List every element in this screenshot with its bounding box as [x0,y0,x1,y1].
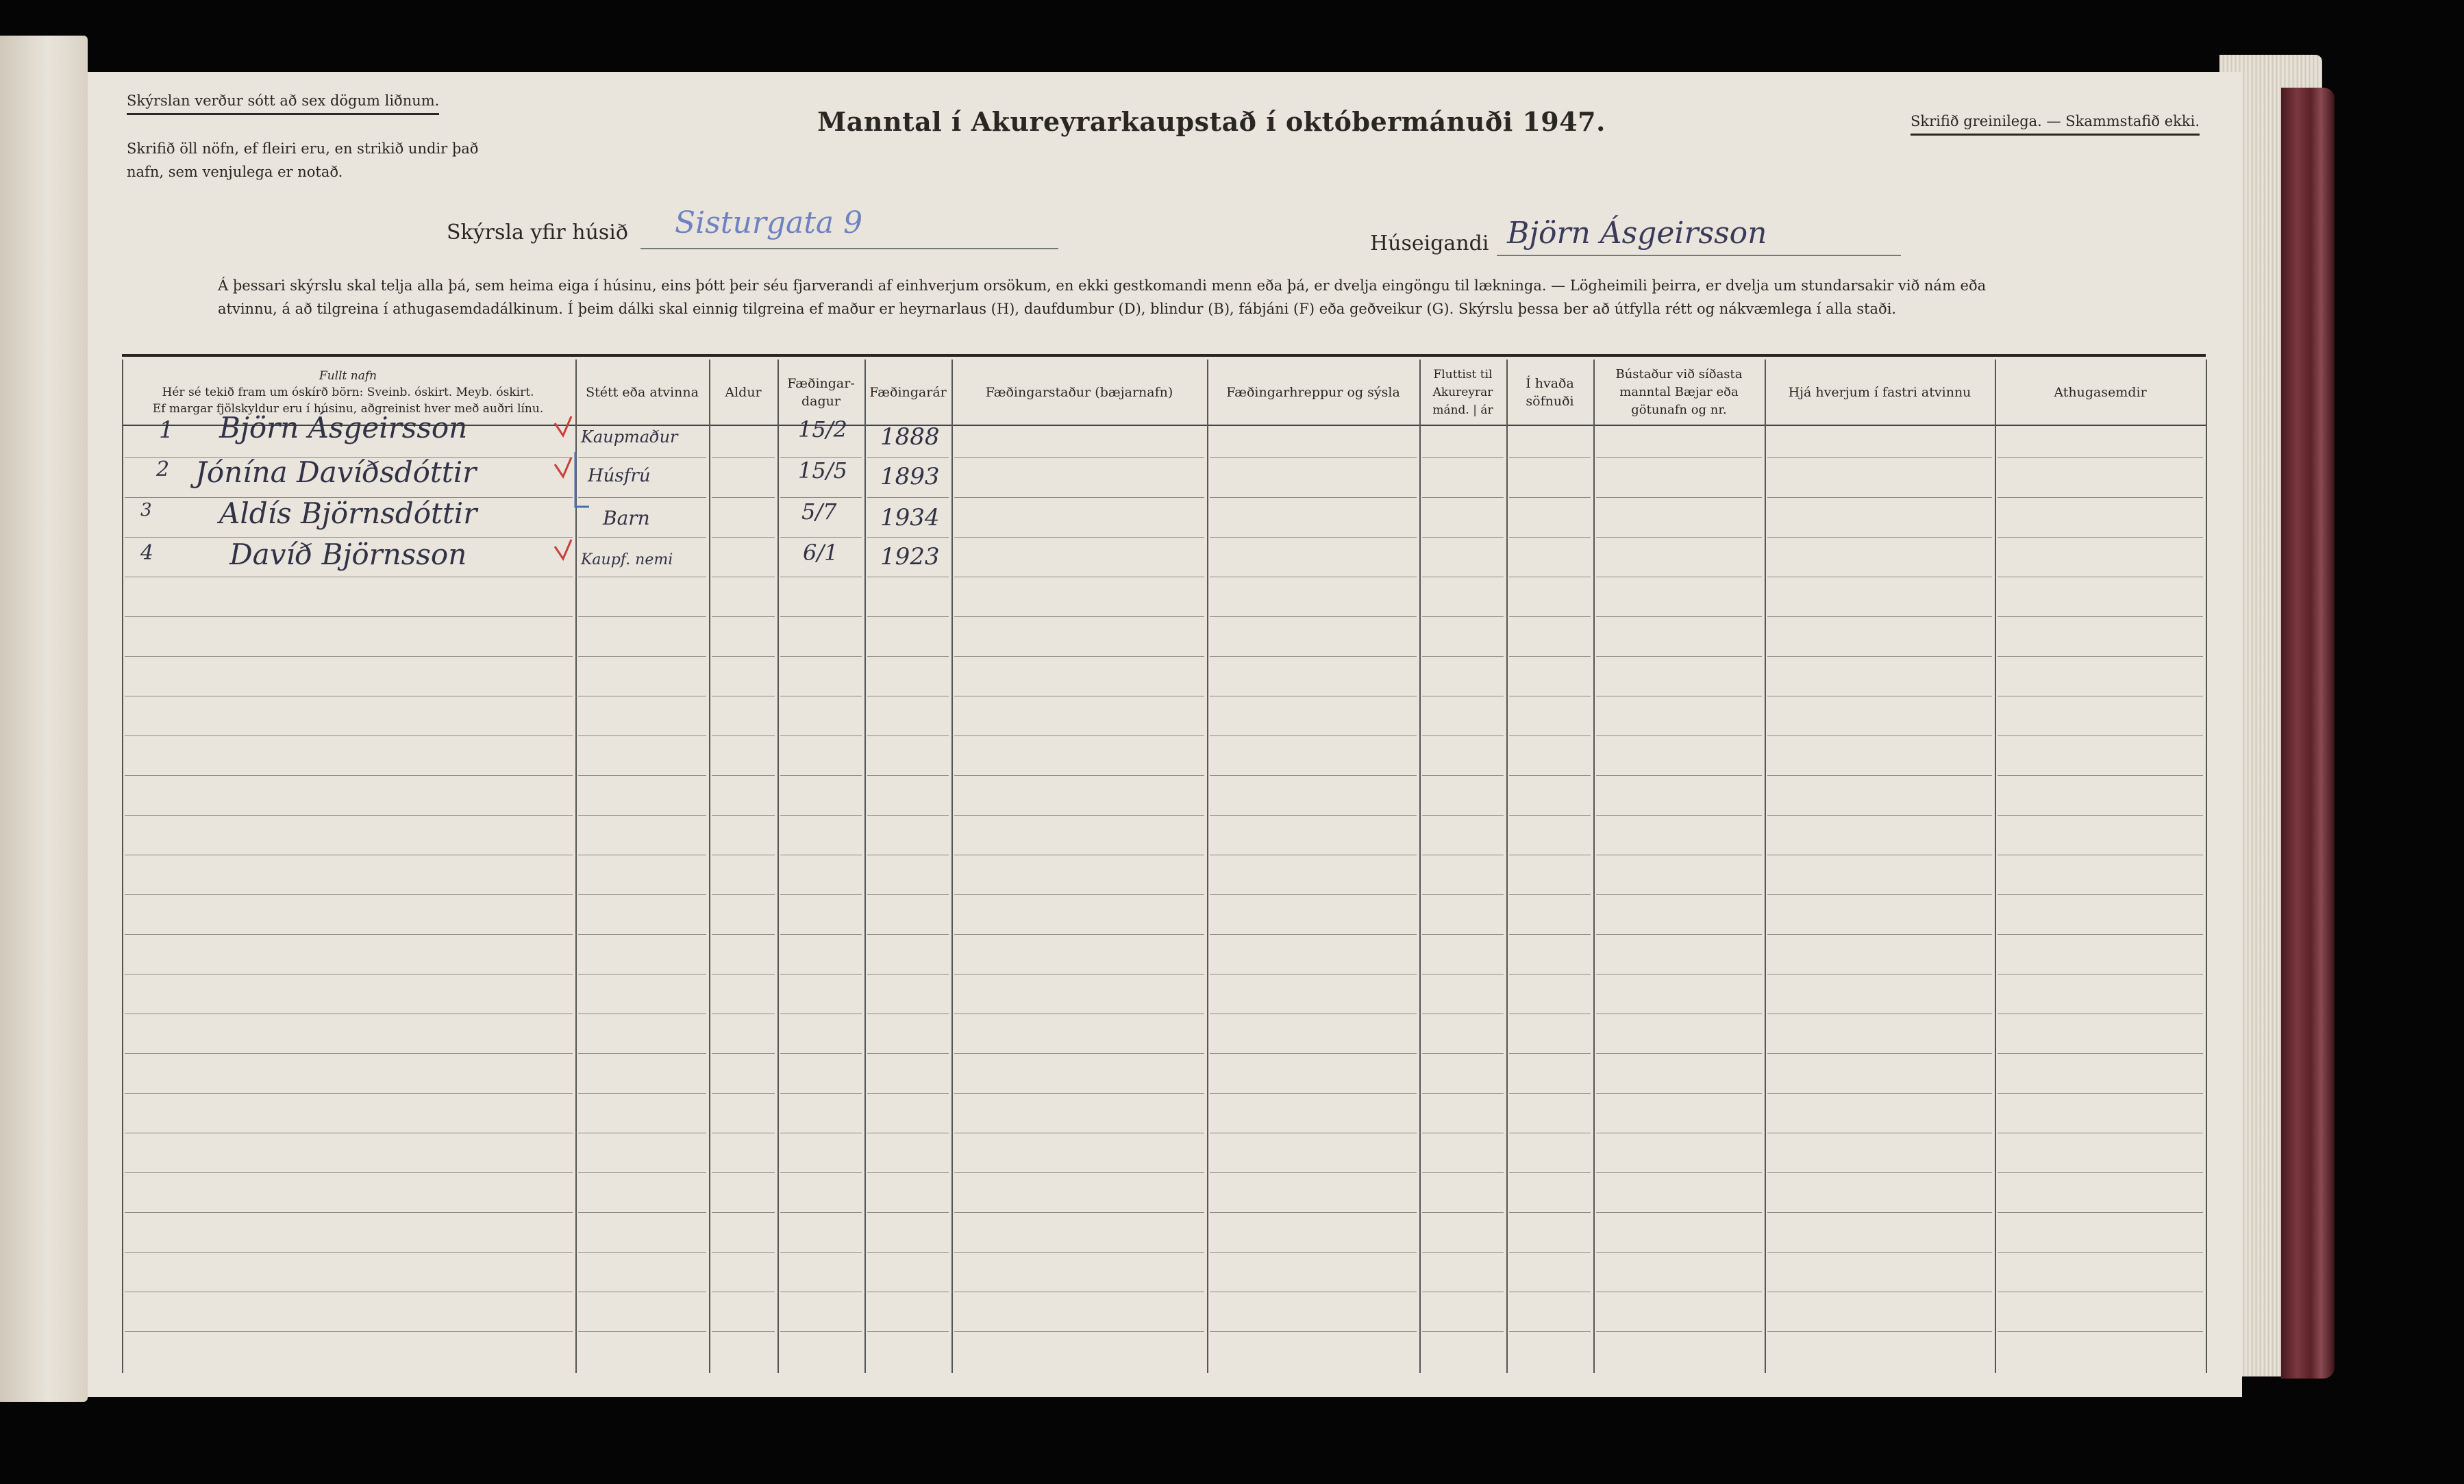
occupation-value: Húsfrú [588,466,651,486]
ruled-line [1767,775,1992,776]
column-divider [1765,360,1766,1373]
ruled-line [1422,616,1504,617]
owner-value: Björn Ásgeirsson [1507,216,1767,251]
ruled-line [1998,1252,2203,1253]
ruled-line [1422,934,1504,935]
ruled-line [867,1093,949,1094]
ruled-line [712,1331,775,1332]
ruled-line [1210,616,1417,617]
ruled-line [1596,537,1762,538]
ruled-line [1767,1331,1992,1332]
left-page-edge [0,36,88,1402]
ruled-line [1422,457,1504,458]
ruled-line [867,616,949,617]
row-number: 4 [140,541,154,565]
col-header-name-sub2: Ef margar fjölskyldur eru í húsinu, aðgreinist hver með auðri línu. [152,401,544,416]
ruled-line [1767,616,1992,617]
owner-field-line [1497,255,1901,256]
ruled-line [867,1331,949,1332]
column-divider [1419,360,1421,1373]
person-name: Aldís Björnsdóttir [219,496,477,530]
ruled-line [1998,1172,2203,1173]
occupation-value: Kaupf. nemi [581,551,673,568]
ruled-line [1210,775,1417,776]
ruled-line [1767,537,1992,538]
ruled-line [1767,815,1992,816]
column-divider [951,360,953,1373]
ruled-line [1422,735,1504,736]
ruled-line [712,656,775,657]
ruled-line [954,735,1204,736]
ruled-line [954,656,1204,657]
ruled-line [1767,735,1992,736]
ruled-line [1596,1172,1762,1173]
ruled-line [1210,735,1417,736]
ruled-line [712,616,775,617]
column-divider [709,360,710,1373]
ruled-line [578,1331,706,1332]
ruled-line [780,1093,862,1094]
ruled-line [954,894,1204,895]
ruled-line [1998,656,2203,657]
col-header-remarks: Athugasemdir [2054,384,2147,400]
ruled-line [1422,1252,1504,1253]
ruled-line [1596,457,1762,458]
ruled-line [1422,537,1504,538]
ruled-line [578,537,706,538]
ruled-line [867,894,949,895]
ruled-line [1767,1093,1992,1094]
col-header-birth-year: Fæðingarár [869,384,947,400]
ruled-line [954,775,1204,776]
ruled-line [1509,537,1591,538]
ruled-line [1767,1212,1992,1213]
ruled-line [1210,1093,1417,1094]
ruled-line [1596,894,1762,895]
check-marks [541,411,596,575]
ruled-line [1509,616,1591,617]
row-number: 1 [159,416,174,444]
ruled-line [1210,1331,1417,1332]
ruled-line [578,775,706,776]
ruled-line [1767,1053,1992,1054]
ruled-line [125,1252,573,1253]
ruled-line [867,1053,949,1054]
col-header-moved: Fluttist til Akureyrar mánd. | ár [1432,367,1493,417]
ruled-line [867,656,949,657]
birth-day-value: 6/1 [803,540,838,566]
ruled-line [712,537,775,538]
birth-year-value: 1893 [880,463,940,490]
book-spine [2281,88,2335,1379]
ruled-line [1998,894,2203,895]
ruled-line [1998,497,2203,498]
ruled-line [1422,656,1504,657]
ruled-line [712,1053,775,1054]
person-name: Björn Ásgeirsson [219,411,468,444]
ruled-line [954,1172,1204,1173]
ruled-line [1596,735,1762,736]
ruled-line [1509,457,1591,458]
column-divider [864,360,866,1373]
ruled-line [780,815,862,816]
ruled-line [1767,1172,1992,1173]
ruled-line [1210,1212,1417,1213]
ruled-line [867,1212,949,1213]
ruled-line [578,815,706,816]
ruled-line [712,934,775,935]
ruled-line [1509,497,1591,498]
column-divider [1995,360,1996,1373]
ruled-line [780,735,862,736]
ruled-line [712,1252,775,1253]
col-header-name-sub1: Hér sé tekið fram um óskírð börn: Sveinb. óskirt. Meyb. óskirt. [162,385,534,399]
ruled-line [1998,616,2203,617]
ruled-line [780,934,862,935]
ruled-line [1596,1053,1762,1054]
birth-day-value: 15/5 [798,457,847,483]
ruled-line [578,1053,706,1054]
col-header-birth-day: Fæðingar-dagur [787,375,855,409]
ruled-line [1210,1053,1417,1054]
ruled-line [1596,497,1762,498]
ruled-line [125,1172,573,1173]
column-divider [1506,360,1508,1373]
ruled-line [1509,1252,1591,1253]
ruled-line [1509,1053,1591,1054]
ruled-line [578,934,706,935]
ruled-line [780,1053,862,1054]
col-header-birthplace: Fæðingarstaður (bæjarnafn) [985,384,1173,400]
col-header-prev-residence: Bústaður við síðasta manntal Bæjar eða götunafn og nr. [1615,366,1743,417]
ruled-line [954,616,1204,617]
occupation-value: Barn [603,507,650,529]
ruled-line [1509,934,1591,935]
house-field-line [640,248,1058,249]
ruled-line [1998,815,2203,816]
ruled-line [712,1212,775,1213]
ruled-line [578,457,706,458]
ruled-line [125,1053,573,1054]
ruled-line [125,656,573,657]
house-value: Sisturgata 9 [675,205,863,240]
birth-year-value: 1934 [880,504,940,531]
ruled-line [780,1331,862,1332]
col-header-parish: Fæðingarhreppur og sýsla [1226,384,1400,400]
ruled-line [1422,497,1504,498]
ruled-line [954,497,1204,498]
ruled-line [867,457,949,458]
person-name: Jónína Davíðsdóttir [195,455,477,489]
ruled-line [1998,934,2203,935]
ruled-line [867,537,949,538]
ruled-line [867,815,949,816]
ruled-line [954,1212,1204,1213]
ruled-line [1767,457,1992,458]
ruled-line [1509,1093,1591,1094]
ruled-line [1998,1331,2203,1332]
ruled-line [1422,1212,1504,1213]
ruled-line [954,934,1204,935]
ruled-line [1509,775,1591,776]
ruled-line [712,457,775,458]
ruled-line [125,775,573,776]
ruled-line [1422,1331,1504,1332]
ruled-line [1210,537,1417,538]
ruled-line [578,1172,706,1173]
ruled-line [780,1212,862,1213]
ruled-line [578,1252,706,1253]
col-header-occupation: Stétt eða atvinna [586,384,699,400]
column-divider [122,360,123,1373]
ruled-line [1509,1172,1591,1173]
ruled-line [1596,656,1762,657]
column-divider [777,360,779,1373]
ruled-line [1210,934,1417,935]
ruled-line [780,616,862,617]
ruled-line [1596,616,1762,617]
occupation-value: Kaupmaður [581,427,678,447]
birth-year-value: 1888 [880,423,940,451]
ruled-line [1767,934,1992,935]
ruled-line [780,537,862,538]
ruled-line [578,616,706,617]
ruled-line [712,775,775,776]
ruled-line [867,1172,949,1173]
ruled-line [1210,894,1417,895]
ruled-line [1998,1093,2203,1094]
form-title: Manntal í Akureyrarkaupstað í októbermánuði 1947. [817,106,1606,137]
ruled-line [954,815,1204,816]
ruled-line [1422,894,1504,895]
ruled-line [1509,656,1591,657]
table-top-rule [122,354,2206,357]
ruled-line [712,894,775,895]
ruled-line [1210,815,1417,816]
ruled-line [1998,1212,2203,1213]
ruled-line [1767,1252,1992,1253]
person-name: Davíð Björnsson [229,538,467,571]
ruled-line [1767,894,1992,895]
ruled-line [867,1252,949,1253]
ruled-line [1509,735,1591,736]
col-header-employer: Hjá hverjum í fastri atvinnu [1788,384,1971,400]
col-header-name-title: Fullt nafn [319,368,377,383]
column-divider [1207,360,1208,1373]
ruled-line [712,1093,775,1094]
ruled-line [1509,1331,1591,1332]
ruled-line [1509,1212,1591,1213]
ruled-line [1998,1053,2203,1054]
ruled-line [712,815,775,816]
ruled-line [780,1172,862,1173]
column-divider [2206,360,2207,1373]
house-label: Skýrsla yfir húsið [447,221,628,244]
ruled-line [1422,775,1504,776]
ruled-line [780,894,862,895]
ruled-line [780,497,862,498]
ruled-line [125,1212,573,1213]
ruled-line [1596,934,1762,935]
ruled-line [125,815,573,816]
ruled-line [578,1093,706,1094]
ruled-line [1767,656,1992,657]
ruled-line [954,1252,1204,1253]
write-clearly-note: Skrifið greinilega. — Skammstafið ekki. [1911,113,2200,136]
ruled-line [1767,497,1992,498]
ruled-line [1422,1172,1504,1173]
ruled-line [1422,1093,1504,1094]
ruled-line [1509,894,1591,895]
ruled-line [712,497,775,498]
ruled-line [867,735,949,736]
instructions-text [218,274,2115,320]
col-header-congregation: Í hvaða söfnuði [1526,375,1574,409]
ruled-line [954,1093,1204,1094]
ruled-line [954,1331,1204,1332]
ruled-line [867,775,949,776]
instructions-line-1: Á þessari skýrslu skal telja alla þá, sem heima eiga í húsinu, eins þótt þeir séu fjarverandi af einhverjum orsökum, en ekki gestkomandi menn eða þá, er dvelja eingöngu til lækninga. — Lögheimili þeirra, er dvelja um stundarsakir við nám eða [218,277,1987,294]
birth-day-value: 5/7 [801,499,837,525]
ruled-line [1509,815,1591,816]
ruled-line [780,656,862,657]
ruled-line [1210,656,1417,657]
ruled-line [780,775,862,776]
ruled-line [954,457,1204,458]
ruled-line [578,497,706,498]
ruled-line [712,735,775,736]
column-divider [1593,360,1595,1373]
ruled-line [780,1252,862,1253]
ruled-line [125,934,573,935]
ruled-line [1422,1053,1504,1054]
ruled-line [578,894,706,895]
ruled-line [125,1331,573,1332]
ruled-line [1210,497,1417,498]
ruled-line [1998,457,2203,458]
ruled-line [578,656,706,657]
ruled-line [1596,775,1762,776]
ruled-line [125,894,573,895]
ruled-line [1596,1093,1762,1094]
ruled-line [954,537,1204,538]
ruled-line [867,497,949,498]
ruled-line [1998,735,2203,736]
ruled-line [1210,1172,1417,1173]
ruled-line [1210,1252,1417,1253]
ruled-line [1596,1252,1762,1253]
ruled-line [578,1212,706,1213]
owner-label: Húseigandi [1370,231,1489,255]
names-instruction: Skrifið öll nöfn, ef fleiri eru, en strikið undir það nafn, sem venjulega er notað. [127,140,479,180]
row-number: 2 [156,457,170,481]
ruled-line [1998,775,2203,776]
ruled-line [1422,815,1504,816]
row-number: 3 [140,500,152,520]
ruled-line [954,1053,1204,1054]
ruled-line [712,1172,775,1173]
birth-day-value: 15/2 [798,416,847,442]
ruled-line [125,1093,573,1094]
instructions-line-2: atvinnu, á að tilgreina í athugasemdadálkinum. Í þeim dálki skal einnig tilgreina ef maður er heyrnarlaus (H), daufdumbur (D), blindur (B), fábjáni (F) eða geðveikur (G). Skýrslu þessa ber að útfylla rétt og nákvæmlega í alla staði. [218,301,1897,317]
ruled-line [578,735,706,736]
ruled-line [125,735,573,736]
ruled-line [125,616,573,617]
ruled-line [867,934,949,935]
ruled-line [1998,537,2203,538]
col-header-age: Aldur [725,384,762,400]
ruled-line [1210,457,1417,458]
ruled-line [1596,1331,1762,1332]
collection-note: Skýrslan verður sótt að sex dögum liðnum. [127,92,439,115]
ruled-line [1596,1212,1762,1213]
census-form-page [88,72,2242,1397]
birth-year-value: 1923 [880,543,940,570]
ruled-line [1596,815,1762,816]
